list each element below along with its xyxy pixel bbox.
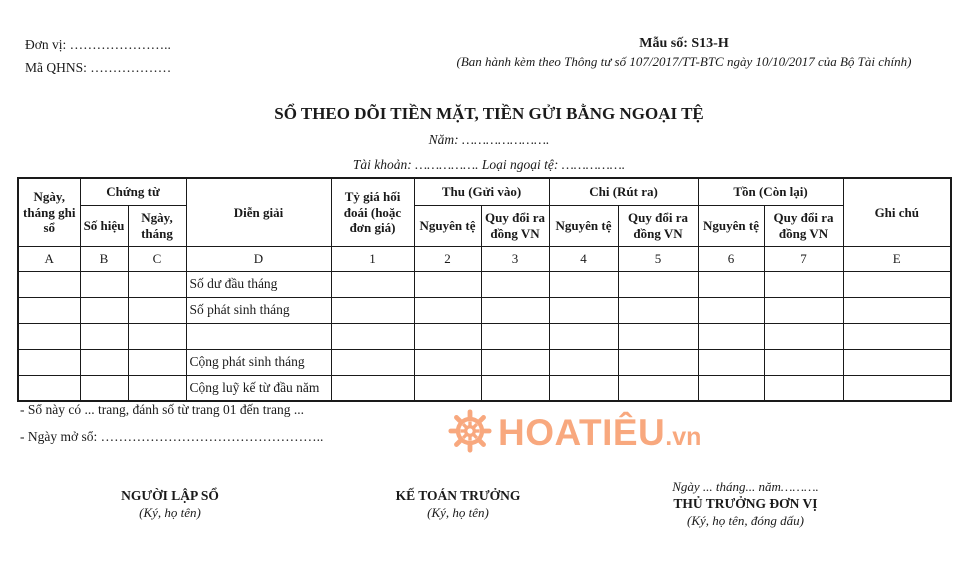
signature-date-line: Ngày ... tháng... năm………. — [672, 479, 819, 494]
header-exchange-rate: Tỷ giá hối đoái (hoặc đơn giá) — [331, 178, 414, 246]
header-balance-original: Nguyên tệ — [698, 205, 764, 246]
body-cell — [698, 323, 764, 349]
logo-wordmark — [498, 412, 701, 454]
body-cell — [18, 297, 80, 323]
body-cell — [481, 297, 549, 323]
signature-chief-accountant — [368, 487, 548, 521]
body-cell — [764, 323, 843, 349]
signature-unit-head — [618, 478, 873, 529]
body-cell — [618, 323, 698, 349]
body-cell — [80, 297, 128, 323]
letter-cell: 5 — [618, 246, 698, 271]
body-cell — [414, 297, 481, 323]
description-cell: Số dư đầu tháng — [186, 271, 331, 297]
table-row — [18, 271, 951, 297]
letter-cell: A — [18, 246, 80, 271]
header-in-group: Thu (Gửi vào) — [414, 178, 549, 205]
body-cell — [331, 271, 414, 297]
header-voucher-date: Ngày, tháng — [128, 205, 186, 246]
table-row — [18, 297, 951, 323]
body-cell — [18, 323, 80, 349]
body-cell — [843, 375, 951, 401]
description-cell — [186, 323, 331, 349]
body-cell — [128, 375, 186, 401]
description-cell: Cộng phát sinh tháng — [186, 349, 331, 375]
letter-cell: 4 — [549, 246, 618, 271]
body-cell — [549, 271, 618, 297]
body-cell — [18, 349, 80, 375]
form-number: Mẫu số: S13-H — [639, 36, 729, 51]
body-cell — [481, 349, 549, 375]
description-cell: Số phát sinh tháng — [186, 297, 331, 323]
body-cell — [618, 375, 698, 401]
body-cell — [843, 271, 951, 297]
signature-title: NGƯỜI LẬP SỔ — [121, 488, 219, 503]
letter-cell: E — [843, 246, 951, 271]
body-cell — [80, 271, 128, 297]
body-cell — [414, 375, 481, 401]
ship-wheel-icon — [447, 408, 493, 459]
account-line: Tài khoản: ……………. Loại ngoại tệ: ……………. — [352, 157, 626, 172]
body-cell — [698, 349, 764, 375]
letter-cell: 7 — [764, 246, 843, 271]
body-cell — [618, 271, 698, 297]
column-letter-row — [18, 246, 951, 271]
year-line: Năm: …………………. — [428, 132, 550, 147]
table-row — [18, 323, 951, 349]
body-cell — [80, 349, 128, 375]
signature-note: (Ký, họ tên) — [427, 505, 489, 520]
body-cell — [414, 323, 481, 349]
body-cell — [698, 271, 764, 297]
header-in-original: Nguyên tệ — [414, 205, 481, 246]
body-cell — [549, 297, 618, 323]
header-balance-group: Tồn (Còn lại) — [698, 178, 843, 205]
body-cell — [80, 375, 128, 401]
letter-cell: 6 — [698, 246, 764, 271]
body-cell — [80, 323, 128, 349]
body-cell — [414, 271, 481, 297]
header-out-original: Nguyên tệ — [549, 205, 618, 246]
signature-title: KẾ TOÁN TRƯỞNG — [395, 488, 521, 503]
body-cell — [764, 297, 843, 323]
body-cell — [549, 349, 618, 375]
letter-cell: 2 — [414, 246, 481, 271]
form-number-block — [396, 36, 972, 70]
ledger-table — [17, 177, 952, 402]
body-cell — [481, 375, 549, 401]
issuance-note: (Ban hành kèm theo Thông tư số 107/2017/TT-BTC ngày 10/10/2017 của Bộ Tài chính) — [456, 54, 912, 69]
body-cell — [549, 323, 618, 349]
body-cell — [331, 323, 414, 349]
letter-cell: 3 — [481, 246, 549, 271]
body-cell — [549, 375, 618, 401]
body-cell — [128, 297, 186, 323]
body-cell — [843, 297, 951, 323]
body-cell — [18, 271, 80, 297]
header-date-recorded: Ngày, tháng ghi sổ — [18, 178, 80, 246]
table-row — [18, 349, 951, 375]
header-in-converted: Quy đổi ra đồng VN — [481, 205, 549, 246]
header-voucher-no: Số hiệu — [80, 205, 128, 246]
body-cell — [843, 349, 951, 375]
body-cell — [331, 349, 414, 375]
header-out-group: Chi (Rút ra) — [549, 178, 698, 205]
pages-note: - Sổ này có ... trang, đánh số từ trang 01 đến trang ... — [20, 402, 305, 417]
unit-label: Đơn vị: ………………….. — [25, 37, 171, 52]
hoatieu-logo — [447, 406, 701, 460]
body-cell — [128, 323, 186, 349]
signature-note: (Ký, họ tên) — [139, 505, 201, 520]
body-cell — [843, 323, 951, 349]
body-cell — [128, 349, 186, 375]
body-cell — [414, 349, 481, 375]
body-cell — [764, 349, 843, 375]
letter-cell: B — [80, 246, 128, 271]
open-date-note: - Ngày mở sổ: ………………………………………….. — [20, 429, 324, 444]
letter-cell: D — [186, 246, 331, 271]
signature-preparer — [85, 487, 255, 521]
body-cell — [764, 375, 843, 401]
body-cell — [331, 375, 414, 401]
signature-note: (Ký, họ tên, đóng dấu) — [687, 513, 804, 528]
header-description: Diễn giải — [186, 178, 331, 246]
body-cell — [764, 271, 843, 297]
logo-suffix-text: .vn — [665, 423, 702, 451]
page-title: SỔ THEO DÕI TIỀN MẶT, TIỀN GỬI BẰNG NGOẠI TỆ — [274, 104, 704, 123]
body-cell — [481, 323, 549, 349]
body-cell — [128, 271, 186, 297]
body-cell — [698, 297, 764, 323]
body-cell — [618, 297, 698, 323]
body-cell — [698, 375, 764, 401]
table-row — [18, 375, 951, 401]
body-cell — [18, 375, 80, 401]
qhns-code-label: Mã QHNS: ……………… — [25, 60, 172, 75]
letter-cell: C — [128, 246, 186, 271]
body-cell — [331, 297, 414, 323]
logo-brand-text: HOATIÊU — [498, 412, 666, 453]
description-cell: Cộng luỹ kế từ đầu năm — [186, 375, 331, 401]
body-cell — [481, 271, 549, 297]
header-voucher-group: Chứng từ — [80, 178, 186, 205]
header-out-converted: Quy đổi ra đồng VN — [618, 205, 698, 246]
signature-title: THỦ TRƯỞNG ĐƠN VỊ — [673, 496, 818, 511]
letter-cell: 1 — [331, 246, 414, 271]
header-balance-converted: Quy đổi ra đồng VN — [764, 205, 843, 246]
header-notes: Ghi chú — [843, 178, 951, 246]
body-cell — [618, 349, 698, 375]
